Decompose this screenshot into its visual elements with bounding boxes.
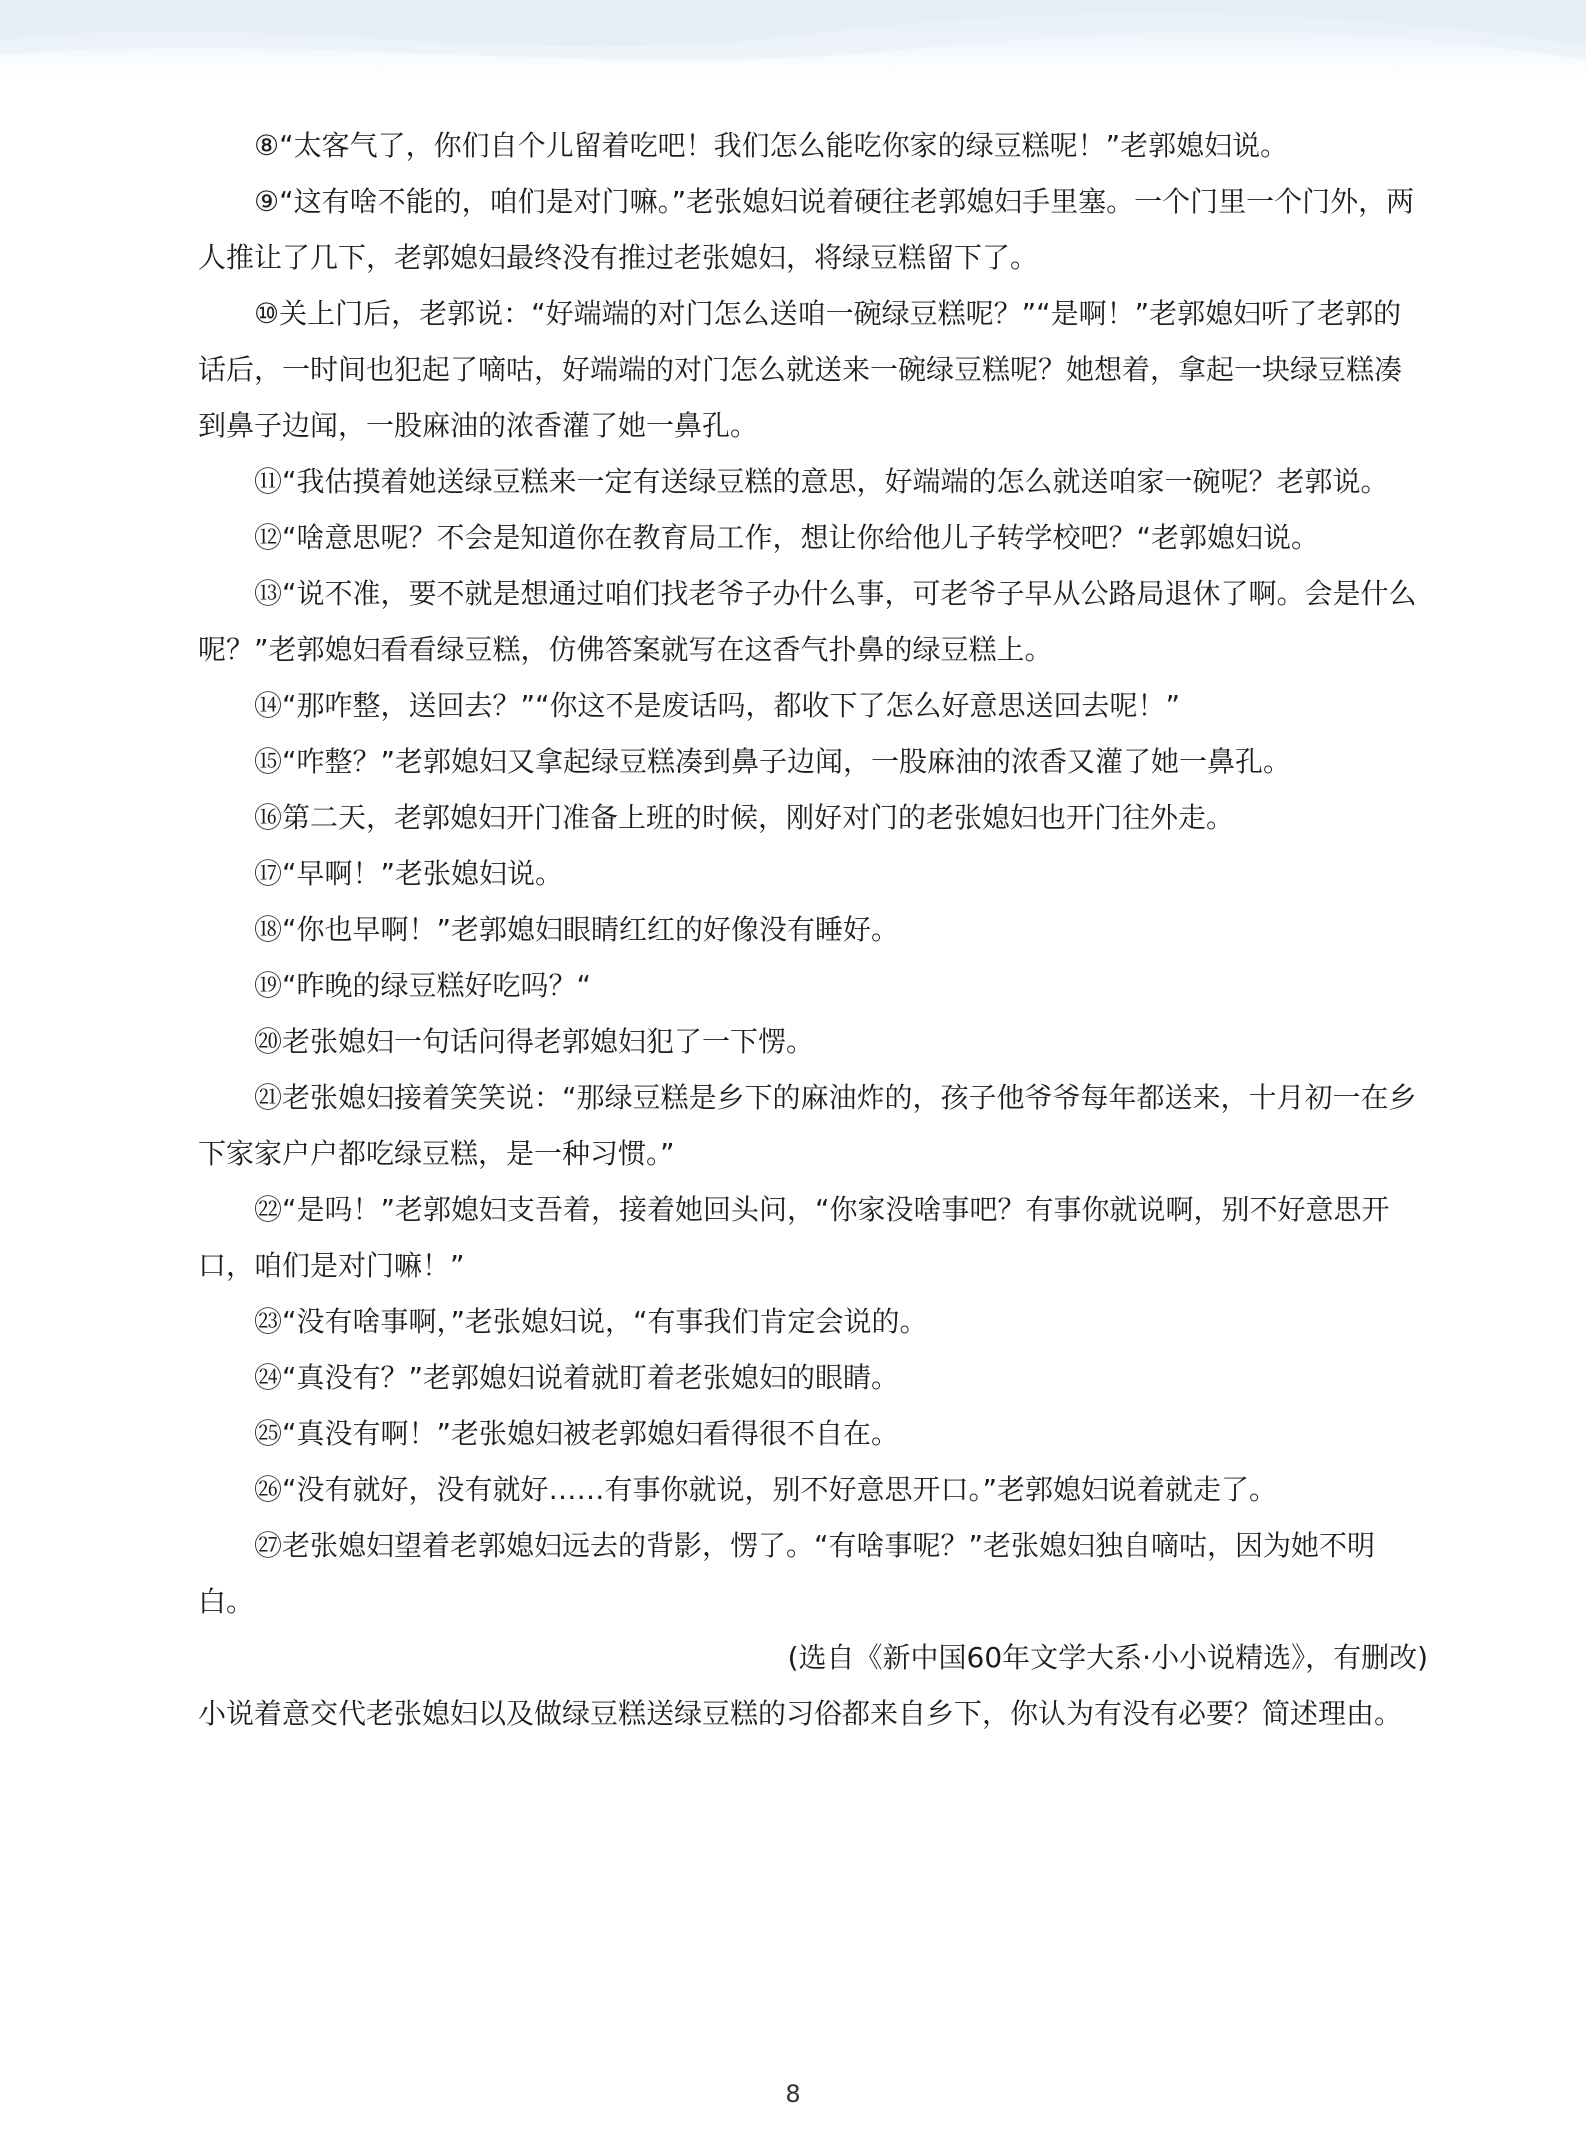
paragraph-20: ⑳老张媳妇一句话问得老郭媳妇犯了一下愣。 (254, 1025, 815, 1058)
paragraph-12: ⑫“啥意思呢？不会是知道你在教育局工作，想让你给他儿子转学校吧？“老郭媳妇说。 (254, 521, 1320, 554)
source-citation: (选自《新中国60年文学大系·小小说精选》，有删改) (787, 1641, 1428, 1674)
paragraph-11: ⑪“我估摸着她送绿豆糕来一定有送绿豆糕的意思，好端端的怎么就送咱家一碗呢？老郭说。 (254, 465, 1389, 498)
header-decoration (0, 0, 1586, 78)
paragraph-21: ㉑老张媳妇接着笑笑说：“那绿豆糕是乡下的麻油炸的，孩子他爷爷每年都送来，十月初一在乡下家家户户都吃绿豆糕，是一种习惯。” (198, 1081, 1417, 1170)
paragraph-16: ⑯第二天，老郭媳妇开门准备上班的时候，刚好对门的老张媳妇也开门往外走。 (254, 801, 1235, 834)
paragraph-13: ⑬“说不准，要不就是想通过咱们找老爷子办什么事，可老爷子早从公路局退休了啊。会是什么呢？”老郭媳妇看看绿豆糕，仿佛答案就写在这香气扑鼻的绿豆糕上。 (198, 577, 1417, 666)
paragraph-15: ⑮“咋整？”老郭媳妇又拿起绿豆糕凑到鼻子边闻，一股麻油的浓香又灌了她一鼻孔。 (254, 745, 1292, 778)
paragraph-24: ㉔“真没有？”老郭媳妇说着就盯着老张媳妇的眼睛。 (254, 1361, 900, 1394)
paragraph-26: ㉖“没有就好，没有就好……有事你就说，别不好意思开口。”老郭媳妇说着就走了。 (254, 1473, 1278, 1506)
wave-decoration (0, 0, 1586, 78)
paragraph-17: ⑰“早啊！”老张媳妇说。 (254, 857, 564, 890)
paragraph-10: ⑩关上门后，老郭说：“好端端的对门怎么送咱一碗绿豆糕呢？”“是啊！”老郭媳妇听了老郭的话后，一时间也犯起了嘀咕，好端端的对门怎么就送来一碗绿豆糕呢？她想着，拿起一块绿豆糕凑到鼻子边闻，一股麻油的浓香灌了她一鼻孔。 (198, 297, 1403, 442)
document-body (198, 118, 1428, 1742)
paragraph-23: ㉓“没有啥事啊，”老张媳妇说，“有事我们肯定会说的。 (254, 1305, 928, 1338)
paragraph-27: ㉗老张媳妇望着老郭媳妇远去的背影，愣了。“有啥事呢？”老张媳妇独自嘀咕，因为她不明白。 (198, 1529, 1376, 1618)
paragraph-25: ㉕“真没有啊！”老张媳妇被老郭媳妇看得很不自在。 (254, 1417, 900, 1450)
paragraph-19: ⑲“昨晚的绿豆糕好吃吗？“ (254, 969, 592, 1002)
question-text: 小说着意交代老张媳妇以及做绿豆糕送绿豆糕的习俗都来自乡下，你认为有没有必要？简述理由。 (198, 1697, 1403, 1730)
paragraph-8: ⑧“太客气了，你们自个儿留着吃吧！我们怎么能吃你家的绿豆糕呢！”老郭媳妇说。 (254, 129, 1289, 162)
paragraph-22: ㉒“是吗！”老郭媳妇支吾着，接着她回头问，“你家没啥事吧？有事你就说啊，别不好意思开口，咱们是对门嘛！” (198, 1193, 1390, 1282)
paragraph-18: ⑱“你也早啊！”老郭媳妇眼睛红红的好像没有睡好。 (254, 913, 900, 946)
paragraph-9: ⑨“这有啥不能的，咱们是对门嘛。”老张媳妇说着硬往老郭媳妇手里塞。一个门里一个门外，两人推让了几下，老郭媳妇最终没有推过老张媳妇，将绿豆糕留下了。 (198, 185, 1415, 274)
paragraph-14: ⑭“那咋整，送回去？”“你这不是废话吗，都收下了怎么好意思送回去呢！” (254, 689, 1181, 722)
page-number: 8 (785, 2080, 801, 2108)
